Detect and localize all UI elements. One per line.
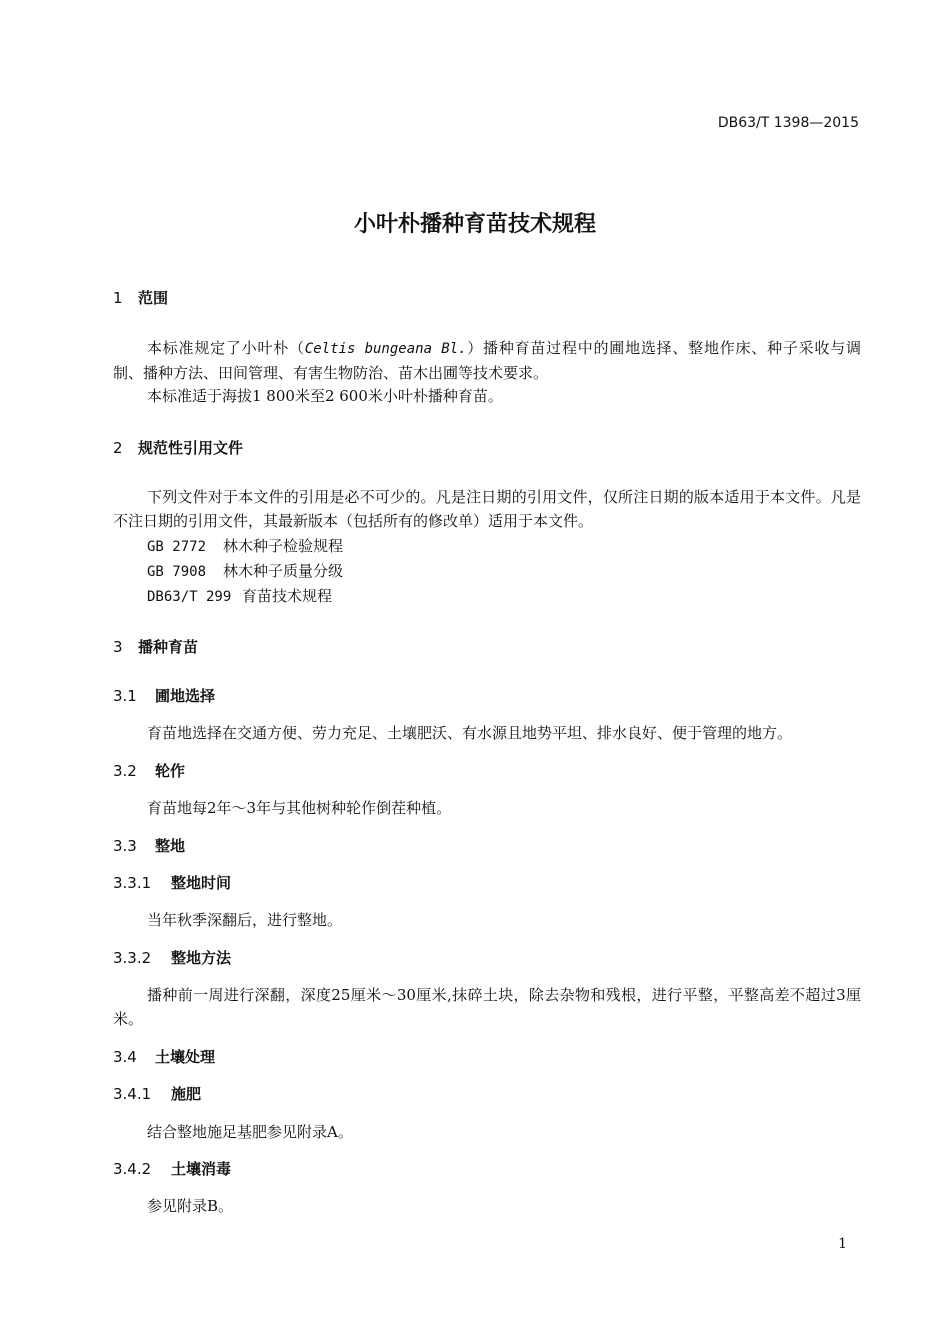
paragraph-altitude: 本标准适于海拔1 800米至2 600米小叶朴播种育苗。 <box>147 387 503 405</box>
subsection-heading-3-4 <box>113 1046 215 1067</box>
section-title: 轮作 <box>155 762 186 780</box>
latin-name: Celtis bungeana Bl. <box>304 341 467 357</box>
section-number: 3.4.2 <box>113 1160 152 1178</box>
reference-item <box>147 534 343 559</box>
section-title: 播种育苗 <box>138 638 199 656</box>
section-number: 3.4 <box>113 1048 137 1066</box>
reference-code: GB 2772 <box>147 539 207 555</box>
section-title: 整地时间 <box>171 874 232 892</box>
reference-item <box>147 584 332 609</box>
section-heading-3 <box>113 636 198 657</box>
section-title: 规范性引用文件 <box>138 439 244 457</box>
reference-code: DB63/T 299 <box>147 589 232 605</box>
reference-name: 育苗技术规程 <box>242 587 333 605</box>
subsection-heading-3-3-2 <box>113 947 231 968</box>
section-number: 3.3.2 <box>113 949 152 967</box>
section-number: 2 <box>113 439 123 457</box>
paragraph-fertilize: 结合整地施足基肥参见附录A。 <box>147 1123 353 1141</box>
section-title: 整地 <box>155 837 186 855</box>
section-number: 1 <box>113 289 123 307</box>
paragraph-scope <box>113 336 861 385</box>
section-number: 3.2 <box>113 762 137 780</box>
paragraph-land-method: 播种前一周进行深翻，深度25厘米～30厘米,抹碎土块，除去杂物和残根，进行平整，平整高差不超过3厘米。 <box>113 986 861 1028</box>
document-number: DB63/T 1398—2015 <box>717 115 859 131</box>
paragraph-site-selection: 育苗地选择在交通方便、劳力充足、土壤肥沃、有水源且地势平坦、排水良好、便于管理的地方。 <box>147 724 793 742</box>
page-number: 1 <box>838 1236 847 1252</box>
section-title: 施肥 <box>171 1085 202 1103</box>
paragraph-text: 本标准规定了小叶朴（ <box>147 339 305 357</box>
section-number: 3.3.1 <box>113 874 152 892</box>
reference-name: 林木种子质量分级 <box>223 562 344 580</box>
subsection-heading-3-4-1 <box>113 1083 201 1104</box>
subsection-heading-3-4-2 <box>113 1158 231 1179</box>
paragraph-disinfect: 参见附录B。 <box>147 1197 234 1215</box>
reference-name: 林木种子检验规程 <box>223 537 344 555</box>
section-number: 3.4.1 <box>113 1085 152 1103</box>
section-title: 土壤处理 <box>155 1048 216 1066</box>
section-number: 3.1 <box>113 687 137 705</box>
paragraph-land-time: 当年秋季深翻后，进行整地。 <box>147 911 343 929</box>
document-title: 小叶朴播种育苗技术规程 <box>353 212 596 237</box>
section-number: 3.3 <box>113 837 137 855</box>
subsection-heading-3-3-1 <box>113 872 231 893</box>
paragraph-references: 下列文件对于本文件的引用是必不可少的。凡是注日期的引用文件，仅所注日期的版本适用于本文件。凡是不注日期的引用文件，其最新版本（包括所有的修改单）适用于本文件。 <box>113 488 861 530</box>
subsection-heading-3-2 <box>113 760 185 781</box>
section-title: 土壤消毒 <box>171 1160 232 1178</box>
reference-code: GB 7908 <box>147 564 207 580</box>
section-title: 圃地选择 <box>155 687 216 705</box>
paragraph-text: ）播种育苗过程中的圃地选择、整地作床、种子采收与调制、播种方法、田间管理、有害生物防治、苗木出圃等技术要求。 <box>113 339 861 382</box>
section-number: 3 <box>113 638 123 656</box>
section-title: 范围 <box>138 289 169 307</box>
section-title: 整地方法 <box>171 949 232 967</box>
section-heading-2 <box>113 437 243 458</box>
section-heading-1 <box>113 287 168 308</box>
reference-item <box>147 559 343 584</box>
paragraph-rotation: 育苗地每2年～3年与其他树种轮作倒茬种植。 <box>147 799 452 817</box>
subsection-heading-3-3 <box>113 835 185 856</box>
subsection-heading-3-1 <box>113 685 215 706</box>
